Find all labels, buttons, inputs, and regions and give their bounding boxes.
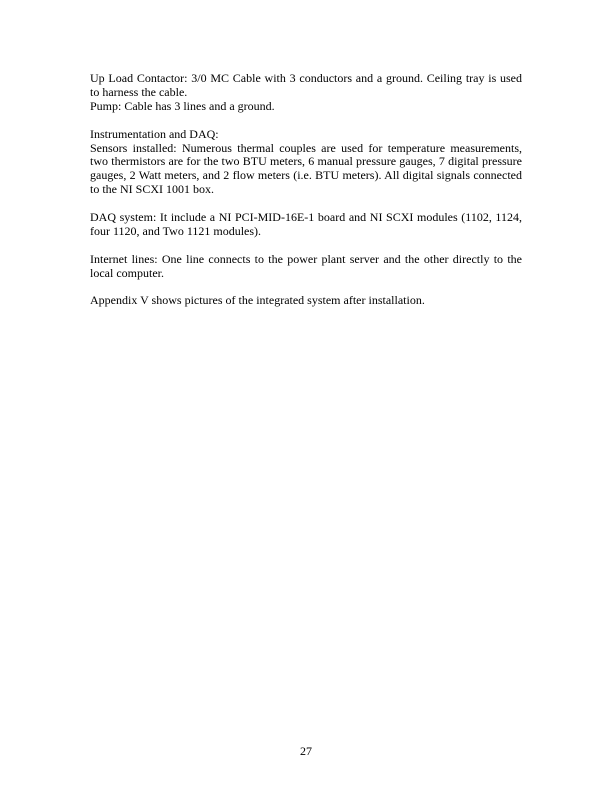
paragraph-daq-system	[90, 211, 522, 239]
paragraph-internet-lines	[90, 253, 522, 281]
text-line-internet-lines: Internet lines: One line connects to the power plant server and the other directly to the local computer.	[90, 251, 522, 280]
text-line-sensors-installed: Sensors installed: Numerous thermal couples are used for temperature measurements, two thermistors are for the two BTU meters, 6 manual pressure gauges, 7 digital pressure gauges, 2 Watt meters, and 2 flow meters (i.e. BTU meters). All digital signals connected to the NI SCXI 1001 box.	[90, 140, 522, 197]
text-line-daq-system: DAQ system: It include a NI PCI-MID-16E-1 board and NI SCXI modules (1102, 1124, four 1120, and Two 1121 modules).	[90, 210, 522, 238]
body-text	[90, 72, 522, 322]
text-line-instrumentation-heading: Instrumentation and DAQ:	[90, 126, 219, 141]
text-line-pump: Pump: Cable has 3 lines and a ground.	[90, 98, 275, 113]
text-line-up-load-contactor: Up Load Contactor: 3/0 MC Cable with 3 conductors and a ground. Ceiling tray is used to harness the cable.	[90, 71, 522, 99]
paragraph-appendix	[90, 294, 522, 308]
paragraph-cabling	[90, 72, 522, 114]
paragraph-instrumentation	[90, 128, 522, 198]
text-line-appendix: Appendix V shows pictures of the integrated system after installation.	[90, 293, 425, 308]
page-number: 27	[300, 744, 312, 758]
